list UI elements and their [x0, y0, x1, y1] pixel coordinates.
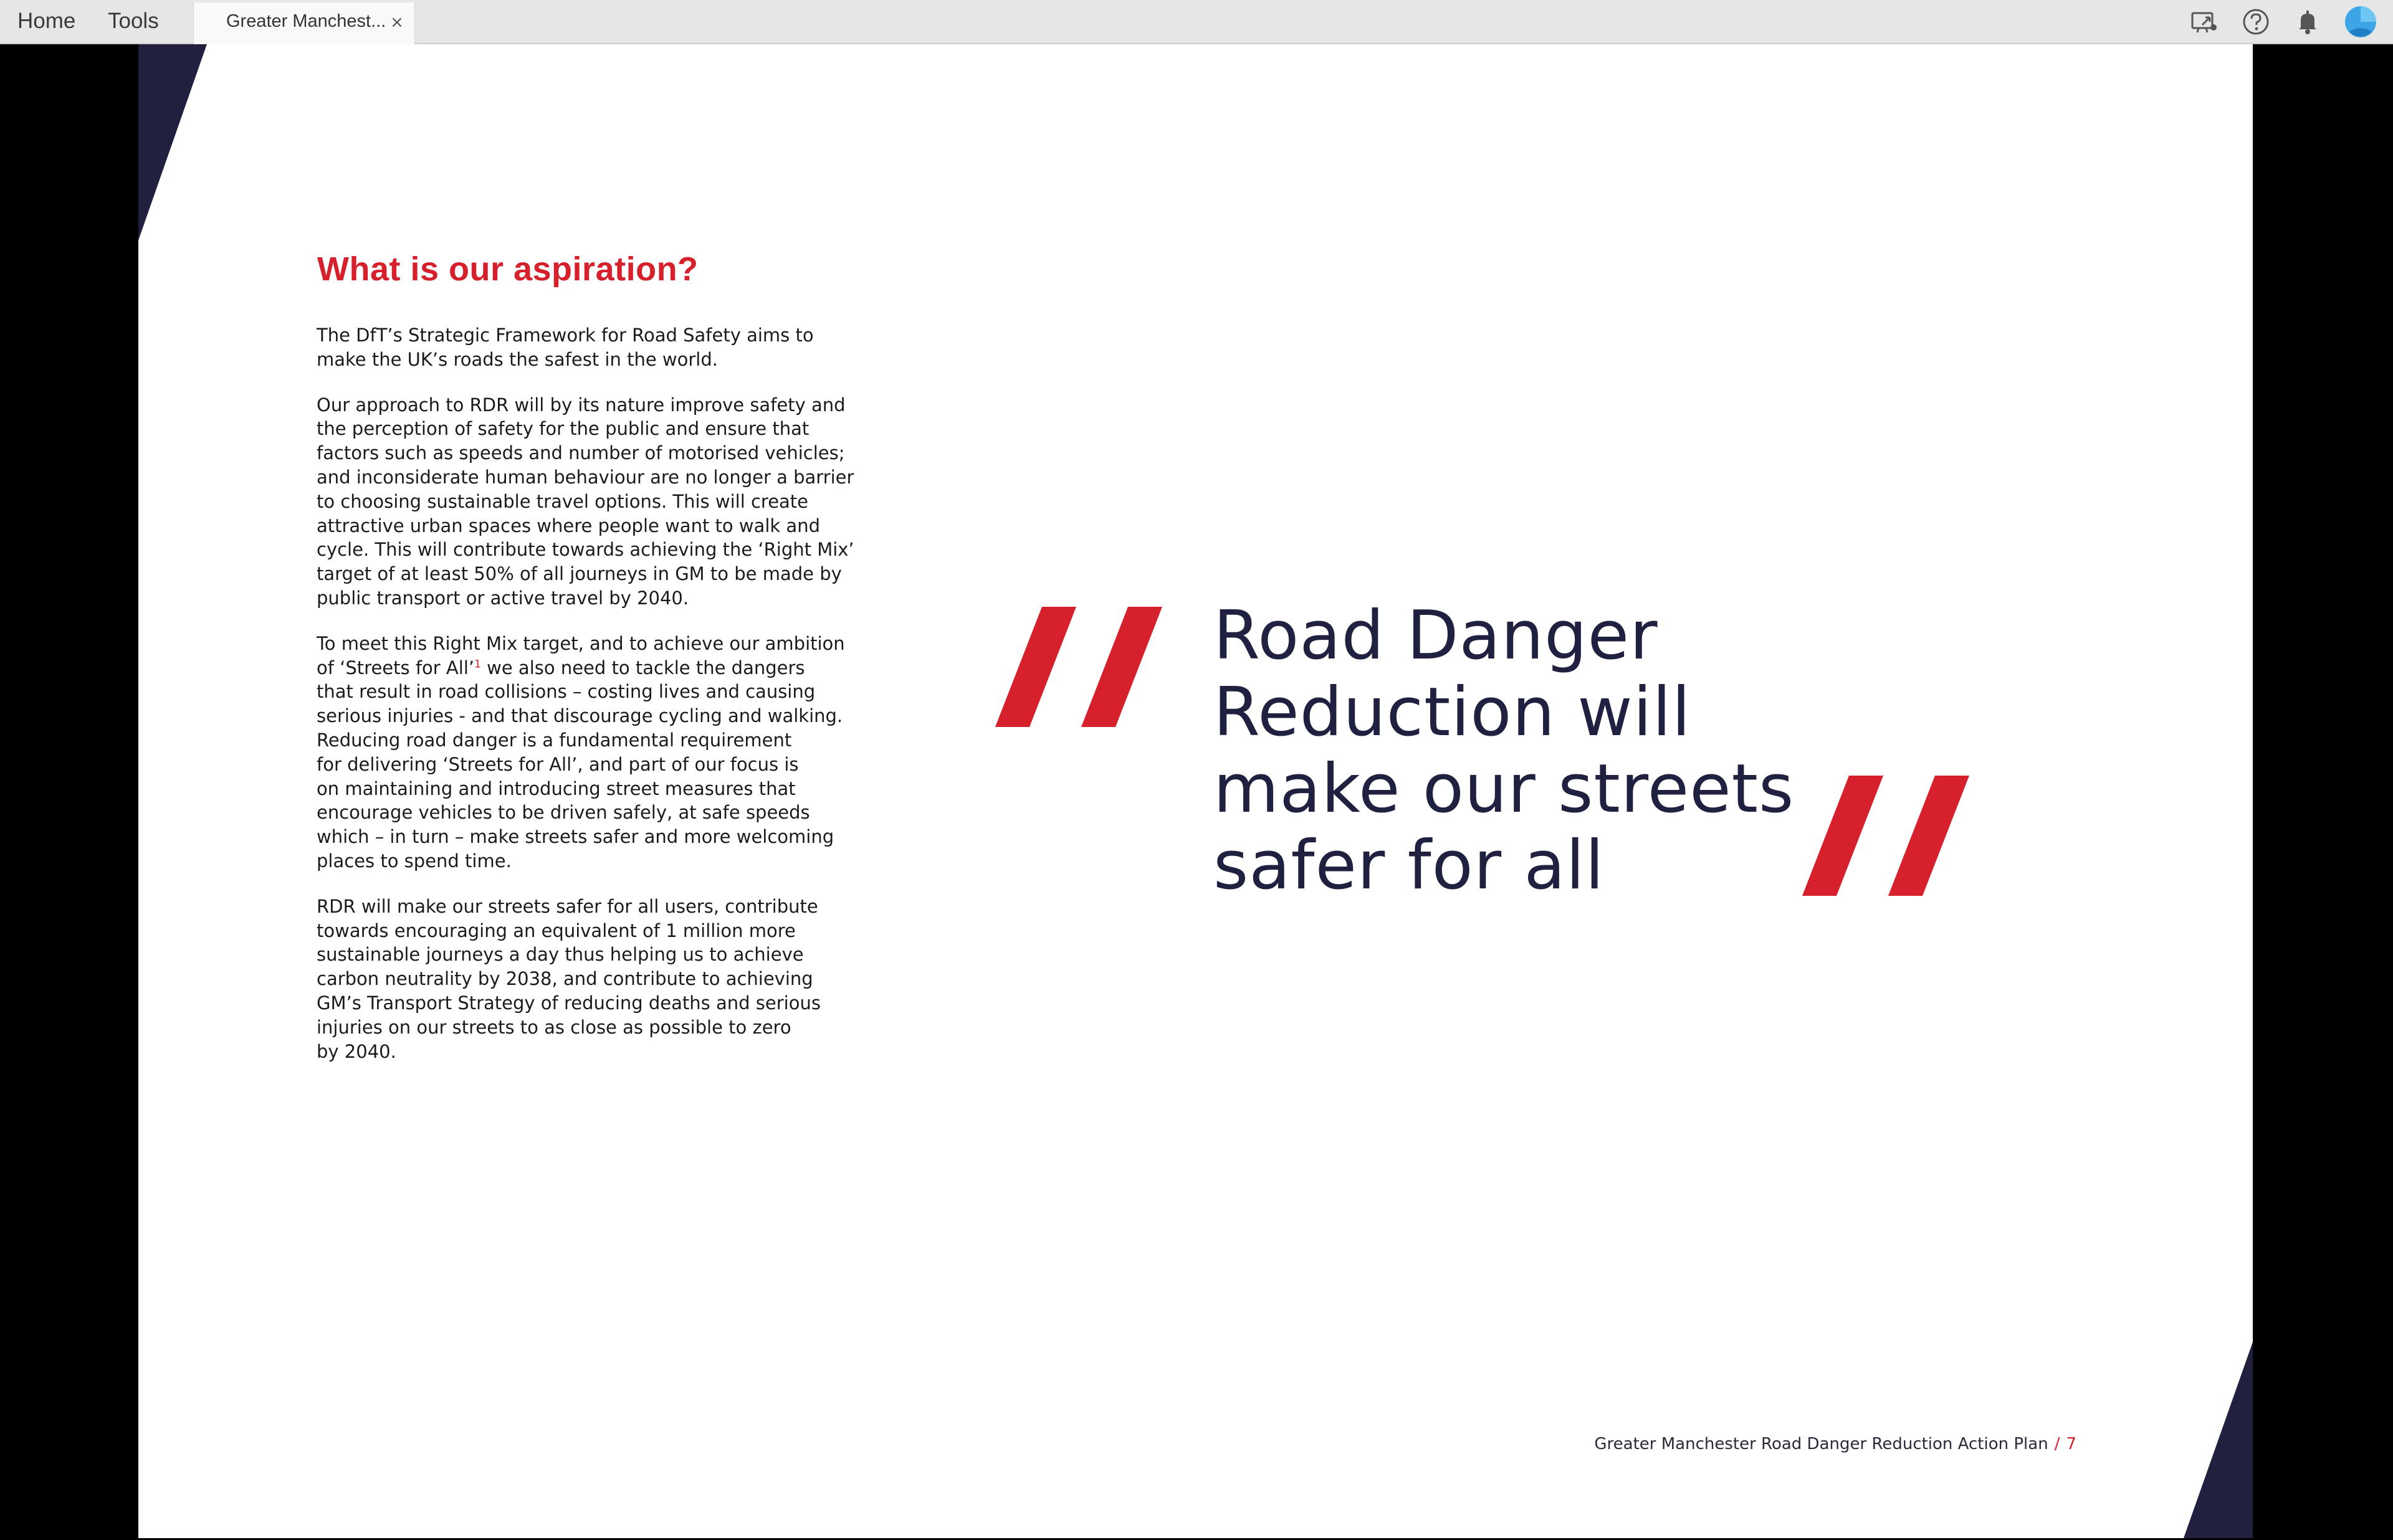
document-page [138, 44, 2253, 1538]
text-line: encourage vehicles to be driven safely, at safe speeds [317, 802, 810, 824]
text-line: the perception of safety for the public and ensure that [317, 418, 810, 440]
paragraph-3 [317, 632, 877, 873]
text-line: RDR will make our streets safer for all users, contribute [317, 895, 818, 917]
footnote-marker[interactable]: 1 [474, 657, 481, 670]
menu-tools[interactable]: Tools [108, 9, 159, 33]
text-line: by 2040. [317, 1040, 396, 1062]
text-line: Our approach to RDR will by its nature improve safety and [317, 394, 846, 416]
text-line: attractive urban spaces where people want to walk and [317, 515, 820, 536]
text-line: factors such as speeds and number of motorised vehicles; [317, 442, 845, 464]
text-line: public transport or active travel by 2040. [317, 587, 689, 609]
profile-icon[interactable] [2343, 4, 2378, 39]
paragraph-2 [317, 393, 877, 611]
bell-icon[interactable] [2292, 6, 2323, 37]
text-line: that result in road collisions – costing lives and causing [317, 681, 816, 703]
page-number: 7 [2066, 1435, 2076, 1453]
text-line: To meet this Right Mix target, and to achieve our ambition [317, 632, 845, 654]
footer-title: Greater Manchester Road Danger Reduction Action Plan [1594, 1435, 2048, 1453]
help-icon[interactable] [2240, 6, 2271, 37]
quote-line: Road Danger [1213, 597, 1658, 675]
menu-home[interactable]: Home [17, 9, 76, 33]
quote-line: safer for all [1213, 827, 1605, 905]
corner-decoration-top-left [138, 44, 210, 244]
text-line: GM’s Transport Strategy of reducing deaths and serious [317, 992, 821, 1014]
text-line: and inconsiderate human behaviour are no longer a barrier [317, 466, 854, 488]
paragraph-1 [317, 323, 877, 372]
present-icon[interactable] [2189, 6, 2220, 37]
text-line: serious injuries - and that discourage cycling and walking. [317, 705, 843, 727]
tab-title: Greater Manchest... [226, 11, 386, 31]
text-line: for delivering ‘Streets for All’, and part of our focus is [317, 753, 799, 775]
page-footer [1594, 1435, 2076, 1453]
document-tab[interactable] [193, 2, 415, 44]
tab-close-icon[interactable]: × [390, 13, 404, 32]
text-line: Reducing road danger is a fundamental requirement [317, 729, 792, 751]
text-line: target of at least 50% of all journeys in GM to be made by [317, 563, 842, 585]
text-line [317, 656, 877, 680]
quote-line: Reduction will [1213, 673, 1691, 751]
text-line: injuries on our streets to as close as possible to zero [317, 1016, 791, 1038]
corner-decoration-bottom-right [2184, 1342, 2253, 1538]
text-line: places to spend time. [317, 850, 512, 872]
footer-separator: / [2054, 1435, 2060, 1453]
quote-line: make our streets [1213, 750, 1795, 828]
text-line: The DfT’s Strategic Framework for Road Safety aims to [317, 325, 814, 346]
paragraph-4 [317, 895, 877, 1064]
pull-quote [1213, 597, 1794, 904]
text-line: sustainable journeys a day thus helping us to achieve [317, 944, 804, 966]
open-quote-icon [995, 607, 1162, 727]
text-segment: we also need to tackle the dangers [480, 657, 805, 678]
text-line: cycle. This will contribute towards achieving the ‘Right Mix’ [317, 539, 854, 561]
text-line: which – in turn – make streets safer and more welcoming [317, 826, 834, 848]
text-line: on maintaining and introducing street measures that [317, 777, 796, 799]
text-line: make the UK’s roads the safest in the world. [317, 348, 718, 370]
text-line: carbon neutrality by 2038, and contribute to achieving [317, 968, 813, 990]
close-quote-icon [1802, 776, 1969, 896]
text-segment: of ‘Streets for All’ [317, 657, 475, 678]
text-line: to choosing sustainable travel options. This will create [317, 490, 809, 512]
section-heading: What is our aspiration? [317, 250, 699, 288]
body-text [317, 323, 877, 1085]
text-line: towards encouraging an equivalent of 1 million more [317, 920, 796, 941]
app-top-bar [0, 0, 2393, 44]
